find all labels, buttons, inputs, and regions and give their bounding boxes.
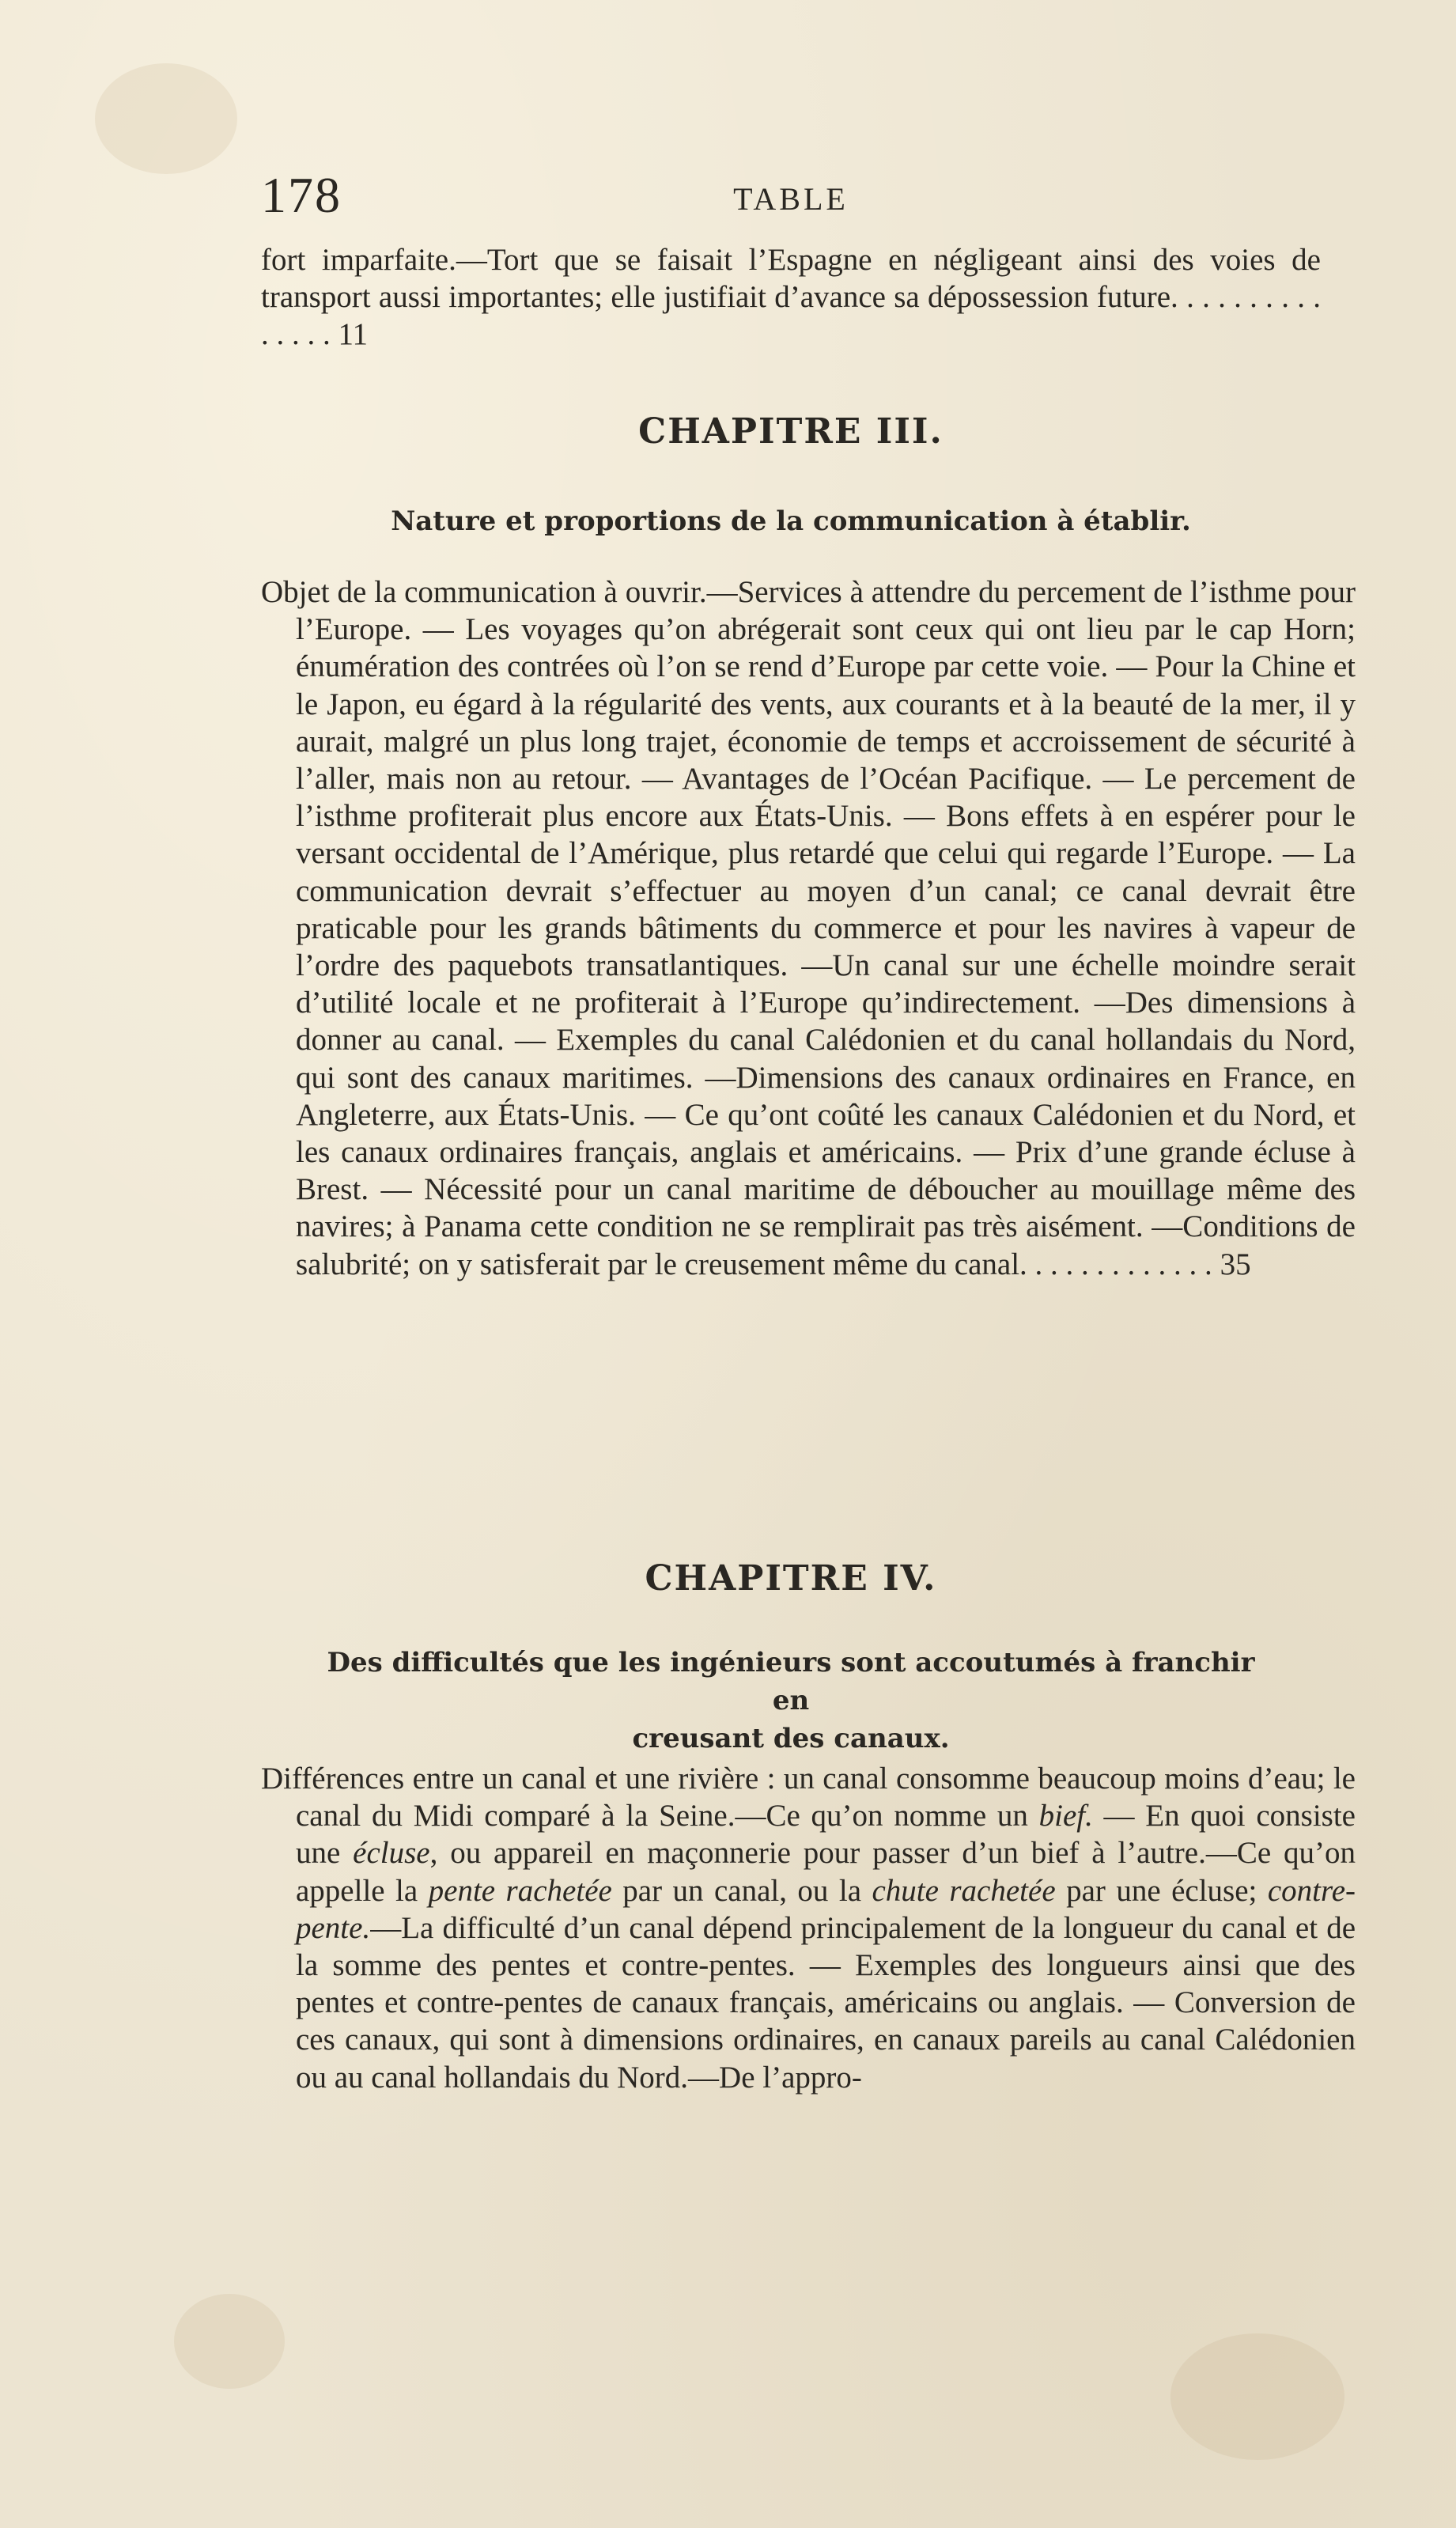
chapter-4-summary: [261, 1760, 1356, 2096]
page-header: [261, 166, 1321, 229]
chapter-4-text-6: —La difficulté d’un canal dépend principalement de la longueur du canal et de la somme des pentes et contre-pentes. — Exemples des longueurs ainsi que des pentes et contre-pentes de canaux français, américains ou anglais. — Conversion de ces canaux, qui sont à dimensions ordinaires, en canaux pareils au canal Calédonien ou au canal hollandais du Nord.—De l’appro-: [296, 1910, 1356, 2095]
entry-page-ref: 11: [338, 317, 369, 352]
chapter-4-title: CHAPITRE IV.: [645, 1558, 937, 1599]
chapter-3-text: Objet de la communication à ouvrir.—Services à attendre du percement de l’isthme pour l’Europe. — Les voyages qu’on abrégerait sont ceux qui ont lieu par le cap Horn; énumération des contrées où l’on se rend d’Europe par cette voie. — Pour la Chine et le Japon, eu égard à la régularité des vents, aux courants et à la beauté de la mer, il y aurait, malgré un plus long trajet, économie de temps et accroissement de sécurité à l’aller, mais non au retour. — Avantages de l’Océan Pacifique. — Le percement de l’isthme profiterait plus encore aux États-Unis. — Bons effets à en espérer pour le versant occidental de l’Amérique, plus retardé que celui qui regarde l’Europe. — La communication devrait s’effectuer au moyen d’un canal; ce canal devrait être praticable pour les grands bâtiments du commerce et pour les navires à vapeur de l’ordre des paquebots transatlantiques. —Un canal sur une échelle moindre serait d’utilité locale et ne profiterait à l’Europe qu’indirectement. —Des dimensions à donner au canal. — Exemples du canal Calédonien et du canal hollandais du Nord, qui sont des canaux maritimes. —Dimensions des canaux ordinaires en France, en Angleterre, aux États-Unis. — Ce qu’ont coûté les canaux Calédonien et du Nord, et les canaux ordinaires français, anglais et américains. — Prix d’une grande écluse à Brest. — Nécessité pour un canal maritime de déboucher au mouillage même des navires; à Panama cette condition ne se remplirait pas très aisément. —Conditions de salubrité; on y satisferait par le creusement même du canal. . . . . . . . . . . . .: [261, 575, 1356, 1281]
term-chute-rachetee: chute rachetée: [872, 1873, 1056, 1908]
paper-stain: [174, 2294, 285, 2389]
chapter-4-subtitle: [308, 1644, 1273, 1758]
term-pente-rachetee: pente rachetée: [428, 1873, 612, 1908]
running-head: TABLE: [733, 181, 849, 217]
chapter-4-text-5: par une écluse;: [1055, 1873, 1268, 1908]
term-ecluse: écluse: [353, 1836, 430, 1871]
page-number: 178: [261, 167, 342, 223]
chapter-4-text-3: , ou appareil en maçonnerie pour passer d’un bief à l’autre.—Ce qu’on appelle la: [296, 1836, 1356, 1908]
paper-stain: [1170, 2333, 1344, 2460]
toc-entry-continued: [261, 241, 1321, 354]
chapter-3-summary: [261, 573, 1356, 1283]
chapter-3-subtitle: Nature et proportions de la communication à établir.: [391, 505, 1191, 537]
term-contre-pente: contre-pente.: [296, 1873, 1356, 1945]
chapter-4-subtitle-line2: creusant des canaux.: [632, 1723, 950, 1754]
entry-text: fort imparfaite.—Tort que se faisait l’Espagne en négligeant ainsi des voies de transport aussi importantes; elle justifiait d’avance sa dépossession future. . . . . . . . . . . . . . .: [261, 243, 1321, 352]
paper-stain: [95, 63, 237, 174]
chapter-4-text-1: Différences entre un canal et une rivière : un canal consomme beaucoup moins d’eau; le canal du Midi comparé à la Seine.—Ce qu’on nomme un: [261, 1762, 1356, 1834]
chapter-4-text-2: — En quoi consiste une: [296, 1799, 1356, 1871]
term-bief: bief.: [1038, 1799, 1093, 1834]
chapter-3-page-ref: 35: [1220, 1247, 1251, 1281]
chapter-4-text-4: par un canal, ou la: [611, 1873, 872, 1908]
chapter-3-title: CHAPITRE III.: [638, 411, 944, 452]
chapter-4-subtitle-line1: Des difficultés que les ingénieurs sont accoutumés à franchir en: [327, 1647, 1255, 1716]
